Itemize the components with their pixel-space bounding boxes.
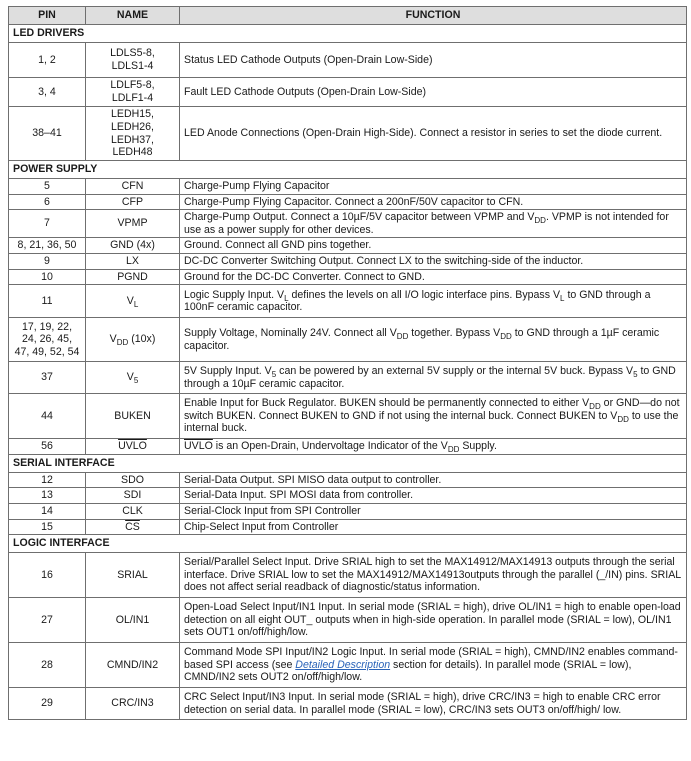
pin-cell: 3, 4 bbox=[9, 78, 86, 107]
table-row bbox=[9, 318, 687, 362]
name-cell: SDO bbox=[86, 472, 180, 488]
table-row bbox=[9, 194, 687, 210]
name-cell: UVLO bbox=[86, 439, 180, 455]
function-cell: Serial-Clock Input from SPI Controller bbox=[180, 503, 687, 519]
section-row bbox=[9, 161, 687, 179]
table-row bbox=[9, 210, 687, 238]
function-cell: Chip-Select Input from Controller bbox=[180, 519, 687, 535]
pin-cell: 29 bbox=[9, 688, 86, 720]
name-cell: OL/IN1 bbox=[86, 598, 180, 643]
pin-cell: 13 bbox=[9, 488, 86, 504]
table-row bbox=[9, 107, 687, 161]
function-cell: Supply Voltage, Nominally 24V. Connect all $V_{DD}$ together. Bypass $V_{DD}$ to GND through a 1µF ceramic capacitor. bbox=[180, 318, 687, 362]
pin-cell: 1, 2 bbox=[9, 43, 86, 78]
function-cell: UVLO is an Open-Drain, Undervoltage Indicator of the $V_{DD}$ Supply. bbox=[180, 439, 687, 455]
function-cell: Serial-Data Output. SPI MISO data output to controller. bbox=[180, 472, 687, 488]
name-cell: $V_{DD}$ (10x) bbox=[86, 318, 180, 362]
pin-cell: 6 bbox=[9, 194, 86, 210]
pin-cell: 37 bbox=[9, 362, 86, 394]
pin-cell: 8, 21, 36, 50 bbox=[9, 238, 86, 254]
name-line: LDLS1-4 bbox=[111, 60, 154, 72]
table-row bbox=[9, 519, 687, 535]
name-cell: $\overline{CS}$ bbox=[86, 519, 180, 535]
detailed-description-link[interactable]: Detailed Description bbox=[295, 658, 391, 671]
table-row bbox=[9, 688, 687, 720]
table-row bbox=[9, 269, 687, 285]
function-cell: Serial-Data Input. SPI MOSI data from controller. bbox=[180, 488, 687, 504]
table-row bbox=[9, 643, 687, 688]
function-cell: Ground. Connect all GND pins together. bbox=[180, 238, 687, 254]
table-row bbox=[9, 488, 687, 504]
pin-cell: 28 bbox=[9, 643, 86, 688]
pin-cell: 27 bbox=[9, 598, 86, 643]
name-cell: CLK bbox=[86, 503, 180, 519]
name-cell: SRIAL bbox=[86, 553, 180, 598]
section-row bbox=[9, 454, 687, 472]
table-row bbox=[9, 598, 687, 643]
table-row bbox=[9, 503, 687, 519]
name-cell: $V_5$ bbox=[86, 362, 180, 394]
name-cell: $V_L$ bbox=[86, 285, 180, 318]
pin-line: 47, 49, 52, 54 bbox=[14, 345, 80, 358]
function-cell: Fault LED Cathode Outputs (Open-Drain Low-Side) bbox=[180, 78, 687, 107]
name-line: LDLS5-8, bbox=[110, 47, 155, 60]
table-row bbox=[9, 362, 687, 394]
header-name: NAME bbox=[86, 7, 180, 25]
pin-cell: 56 bbox=[9, 439, 86, 455]
function-cell: Charge-Pump Flying Capacitor bbox=[180, 179, 687, 195]
name-cell: CMND/IN2 bbox=[86, 643, 180, 688]
name-cell: CFP bbox=[86, 194, 180, 210]
name-cell: VPMP bbox=[86, 210, 180, 238]
pin-cell: 38–41 bbox=[9, 107, 86, 161]
function-cell: Enable Input for Buck Regulator. BUKEN should be permanently connected to either $V_{DD}$ or GND—do not switch BUKEN. Connect BUKEN to GND if not using the internal buck. Connect BUKEN to $V_{DD}$ to use the internal buck. bbox=[180, 394, 687, 439]
pin-cell: 44 bbox=[9, 394, 86, 439]
header-function: FUNCTION bbox=[180, 7, 687, 25]
name-line: LEDH26, bbox=[111, 120, 154, 133]
header-pin: PIN bbox=[9, 7, 86, 25]
pin-line: 17, 19, 22, bbox=[21, 320, 73, 333]
pin-cell: 14 bbox=[9, 503, 86, 519]
function-cell: CRC Select Input/IN3 Input. In serial mode (SRIAL = high), drive CRC/IN3 = high to enable CRC error detection on serial data. In parallel mode (SRIAL = low), CRC/IN3 sets OUT3 on/off/high/ low. bbox=[180, 688, 687, 720]
table-row bbox=[9, 439, 687, 455]
table-row bbox=[9, 553, 687, 598]
pin-cell bbox=[9, 318, 86, 362]
table-row bbox=[9, 179, 687, 195]
table-row bbox=[9, 394, 687, 439]
section-serial-interface: SERIAL INTERFACE bbox=[9, 454, 687, 472]
table-row bbox=[9, 285, 687, 318]
section-led-drivers: LED DRIVERS bbox=[9, 25, 687, 43]
function-cell: Open-Load Select Input/IN1 Input. In serial mode (SRIAL = high), drive OL/IN1 = high to enable open-load detection on all eight OUT_ outputs when in high-side operation. In parallel mode (SRIAL = low), OL/IN1 sets OUT1 on/off/high/low. bbox=[180, 598, 687, 643]
table-row bbox=[9, 43, 687, 78]
table-row bbox=[9, 253, 687, 269]
name-cell: GND (4x) bbox=[86, 238, 180, 254]
pin-description-table-container bbox=[8, 6, 686, 720]
name-cell bbox=[86, 43, 180, 78]
pin-line: 24, 26, 45, bbox=[21, 333, 73, 346]
section-power-supply: POWER SUPPLY bbox=[9, 161, 687, 179]
function-cell: Ground for the DC-DC Converter. Connect to GND. bbox=[180, 269, 687, 285]
function-cell: DC-DC Converter Switching Output. Connect LX to the switching-side of the inductor. bbox=[180, 253, 687, 269]
pin-description-table bbox=[8, 6, 687, 720]
function-cell: Serial/Parallel Select Input. Drive SRIAL high to set the MAX14912/MAX14913 outputs through the serial interface. Drive SRIAL low to set the MAX14912/MAX14913outputs through the parallel (_/IN) pins. SRIAL does not affect serial readback of diagnostic/status information. bbox=[180, 553, 687, 598]
section-row bbox=[9, 535, 687, 553]
name-cell: SDI bbox=[86, 488, 180, 504]
name-cell bbox=[86, 78, 180, 107]
name-cell bbox=[86, 107, 180, 161]
name-cell: CRC/IN3 bbox=[86, 688, 180, 720]
header-row bbox=[9, 7, 687, 25]
table-row bbox=[9, 472, 687, 488]
pin-cell: 15 bbox=[9, 519, 86, 535]
pin-cell: 16 bbox=[9, 553, 86, 598]
table-row bbox=[9, 78, 687, 107]
name-cell: BUKEN bbox=[86, 394, 180, 439]
table-row bbox=[9, 238, 687, 254]
pin-cell: 5 bbox=[9, 179, 86, 195]
function-cell: Logic Supply Input. $V_L$ defines the levels on all I/O logic interface pins. Bypass $V_L$ to GND through a 100nF ceramic capacitor. bbox=[180, 285, 687, 318]
pin-cell: 12 bbox=[9, 472, 86, 488]
function-cell: Charge-Pump Flying Capacitor. Connect a 200nF/50V capacitor to CFN. bbox=[180, 194, 687, 210]
function-cell: 5V Supply Input. $V_5$ can be powered by an external 5V supply or the internal 5V buck. Bypass $V_5$ to GND through a 10µF ceramic capacitor. bbox=[180, 362, 687, 394]
section-row bbox=[9, 25, 687, 43]
name-line: LDLF1-4 bbox=[111, 92, 154, 104]
name-cell: PGND bbox=[86, 269, 180, 285]
name-cell: LX bbox=[86, 253, 180, 269]
pin-cell: 9 bbox=[9, 253, 86, 269]
pin-cell: 7 bbox=[9, 210, 86, 238]
name-line: LEDH48 bbox=[112, 146, 153, 159]
name-cell: CFN bbox=[86, 179, 180, 195]
name-line: LEDH15, bbox=[111, 108, 154, 121]
function-cell: Status LED Cathode Outputs (Open-Drain Low-Side) bbox=[180, 43, 687, 78]
function-cell: Command Mode SPI Input/IN2 Logic Input. In serial mode (SRIAL = high), CMND/IN2 enables command-based SPI access (see Detailed Description section for details). In parallel mode (SRIAL = low), CMND/IN2 sets OUT2 on/off/high/low. bbox=[180, 643, 687, 688]
pin-cell: 10 bbox=[9, 269, 86, 285]
name-line: LEDH37, bbox=[111, 133, 154, 146]
section-logic-interface: LOGIC INTERFACE bbox=[9, 535, 687, 553]
function-cell: Charge-Pump Output. Connect a 10µF/5V capacitor between VPMP and $V_{DD}$. VPMP is not intended for use as a power supply for other devices. bbox=[180, 210, 687, 238]
function-cell: LED Anode Connections (Open-Drain High-Side). Connect a resistor in series to set the diode current. bbox=[180, 107, 687, 161]
pin-cell: 11 bbox=[9, 285, 86, 318]
name-line: LDLF5-8, bbox=[110, 79, 155, 92]
